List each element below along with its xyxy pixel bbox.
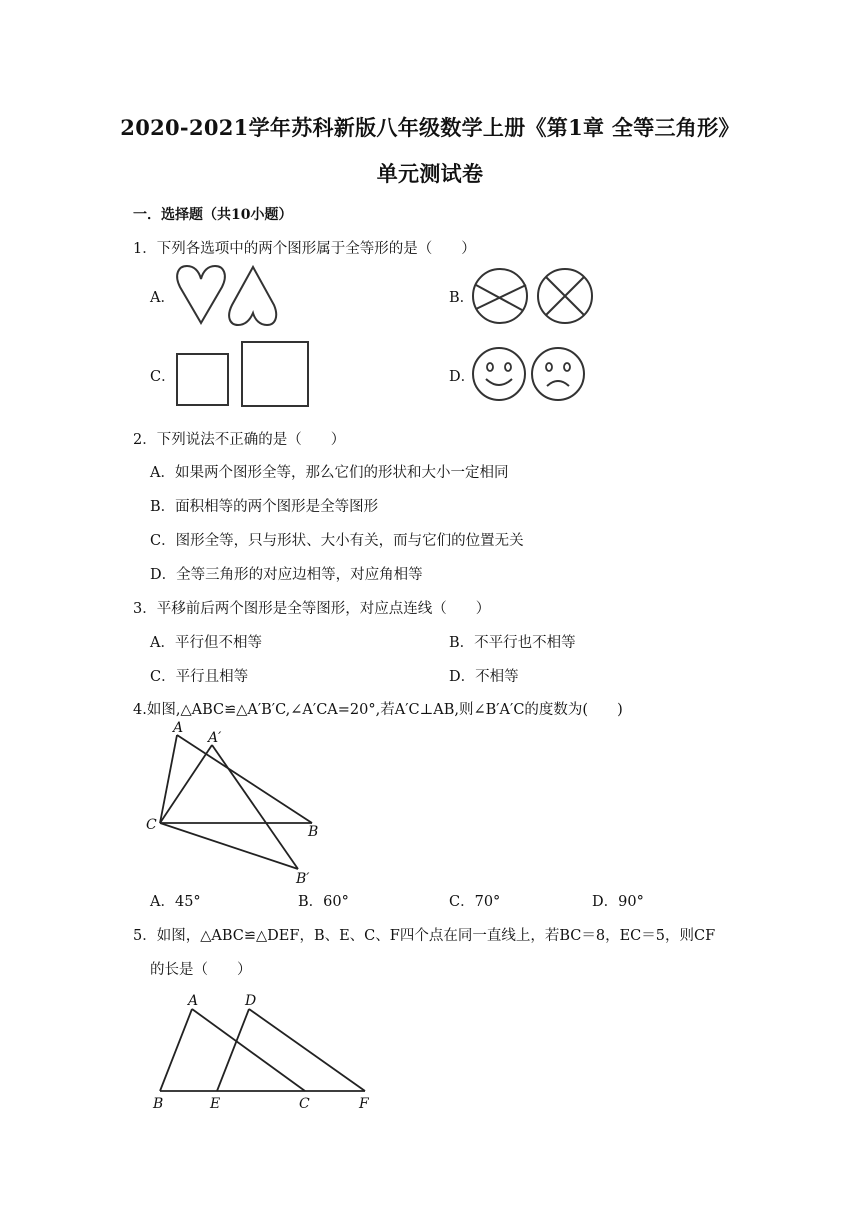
point-label-e: E (210, 1096, 221, 1112)
q4-option-b: B．60° (298, 894, 349, 910)
point-label-a: A (173, 720, 184, 736)
heart-shape-upright (177, 266, 225, 323)
heart-shape-inverted (229, 267, 276, 325)
q3-option-d: D．不相等 (449, 669, 519, 685)
point-label-a-prime: A′ (208, 730, 222, 746)
q1-option-a-label: A． (150, 290, 175, 306)
question-3-stem: 3．平移前后两个图形是全等图形，对应点连线（ ） (133, 601, 491, 617)
smiley-face-icon (473, 348, 525, 400)
q1-option-c-label: C． (150, 369, 176, 385)
q4-option-c: C．70° (449, 894, 501, 910)
q1-option-d-label: D． (449, 369, 476, 385)
point-label-b: B (153, 1096, 164, 1112)
q1-option-b-circles-figure (470, 265, 600, 327)
q1-option-b-label: B． (449, 290, 475, 306)
question-5-stem-line-1: 5．如图，△ABC≌△DEF，B、E、C、F四个点在同一直线上，若BC＝8，EC＝5，则CF (133, 928, 716, 944)
question-1-stem: 1．下列各选项中的两个图形属于全等形的是（ ） (133, 241, 476, 257)
q1-option-d-faces-figure (470, 345, 590, 405)
q5-triangle-figure (145, 985, 385, 1115)
q3-option-b: B．不平行也不相等 (449, 635, 576, 651)
point-label-c: C (146, 817, 157, 833)
q3-option-a: A．平行但不相等 (150, 635, 262, 651)
q2-option-b: B．面积相等的两个图形是全等图形 (150, 499, 379, 515)
sad-face-icon (532, 348, 584, 400)
point-label-d: D (245, 993, 257, 1009)
q4-option-a: A．45° (150, 894, 201, 910)
document-title-line-2: 单元测试卷 (376, 161, 484, 186)
q3-option-c: C．平行且相等 (150, 669, 249, 685)
point-label-b-prime: B′ (296, 871, 310, 887)
point-label-f: F (359, 1096, 369, 1112)
question-2-stem: 2．下列说法不正确的是（ ） (133, 432, 346, 448)
question-5-stem-line-2: 的长是（ ） (150, 962, 252, 978)
q4-triangle-figure (140, 715, 340, 890)
point-label-c: C (299, 1096, 310, 1112)
q2-option-d: D．全等三角形的对应边相等，对应角相等 (150, 567, 423, 583)
question-4-stem: 4.如图,△ABC≌△A′B′C,∠A′CA=20°,若A′C⊥AB,则∠B′A′C的度数为( ) (133, 702, 623, 718)
q2-option-a: A．如果两个图形全等，那么它们的形状和大小一定相同 (150, 465, 509, 481)
point-label-a: A (188, 993, 199, 1009)
section-heading: 一．选择题（共10小题） (133, 207, 293, 223)
point-label-b: B (308, 824, 319, 840)
q2-option-c: C．图形全等，只与形状、大小有关，而与它们的位置无关 (150, 533, 524, 549)
q4-option-d: D．90° (592, 894, 644, 910)
q1-option-c-squares-figure (175, 340, 315, 410)
q1-option-a-hearts-figure (174, 263, 284, 329)
document-title-line-1: 2020-2021学年苏科新版八年级数学上册《第1章 全等三角形》 (120, 115, 740, 140)
